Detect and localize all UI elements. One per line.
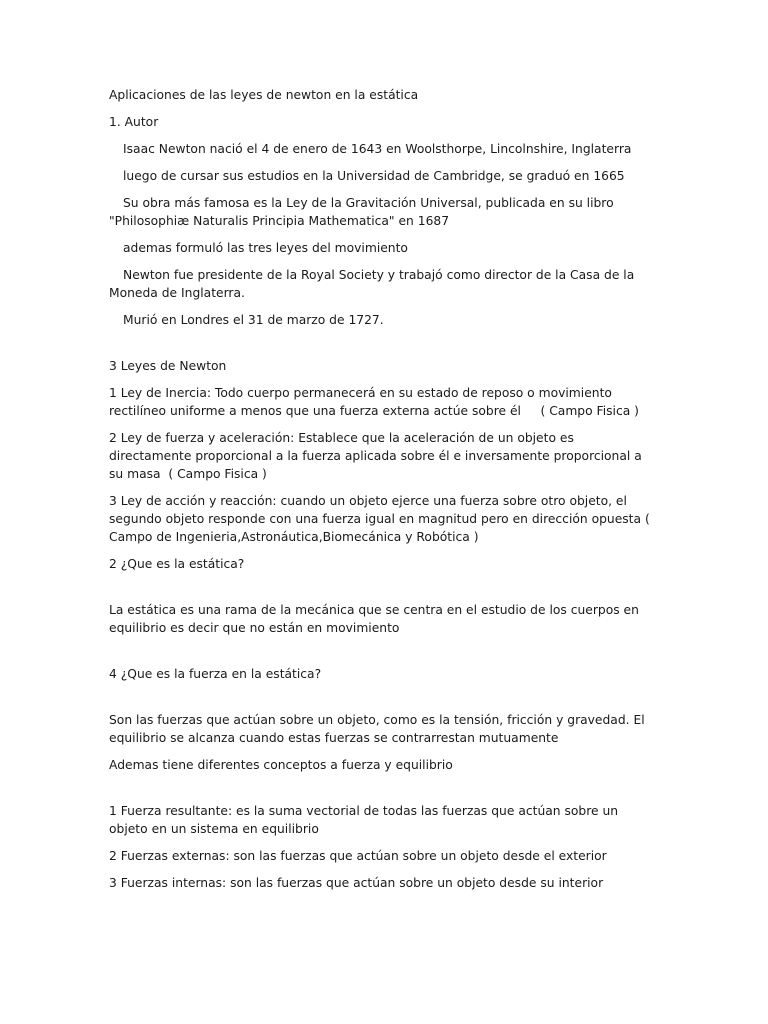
law-item: 1 Ley de Inercia: Todo cuerpo permanecerá en su estado de reposo o movimiento rectilíneo uniforme a menos que una fuerza externa actúe sobre él ( Campo Fisica ) — [109, 386, 639, 418]
statics-paragraph: La estática es una rama de la mecánica que se centra en el estudio de los cuerpos en equilibrio es decir que no están en movimiento — [109, 603, 643, 635]
author-paragraph: luego de cursar sus estudios en la Universidad de Cambridge, se graduó en 1665 — [123, 169, 625, 183]
author-paragraph: Su obra más famosa es la Ley de la Gravitación Universal, publicada en su libro "Philosophiæ Naturalis Principia Mathematica" en 1687 — [109, 196, 618, 228]
author-paragraph: Isaac Newton nació el 4 de enero de 1643 en Woolsthorpe, Lincolnshire, Inglaterra — [123, 142, 632, 156]
document-body — [109, 86, 659, 901]
author-paragraph: Murió en Londres el 31 de marzo de 1727. — [123, 313, 384, 327]
section-heading-laws: 3 Leyes de Newton — [109, 359, 227, 373]
author-paragraph: Newton fue presidente de la Royal Society y trabajó como director de la Casa de la Moneda de Inglaterra. — [109, 268, 639, 300]
law-item: 2 Ley de fuerza y aceleración: Establece que la aceleración de un objeto es directamente proporcional a la fuerza aplicada sobre él e inversamente proporcional a su masa ( Campo Fisica ) — [109, 431, 646, 481]
force-concept-item: 1 Fuerza resultante: es la suma vectorial de todas las fuerzas que actúan sobre un objeto en un sistema en equilibrio — [109, 804, 622, 836]
force-paragraph: Ademas tiene diferentes conceptos a fuerza y equilibrio — [109, 758, 453, 772]
author-paragraph: ademas formuló las tres leyes del movimiento — [123, 241, 408, 255]
section-heading-force: 4 ¿Que es la fuerza en la estática? — [109, 667, 322, 681]
force-concept-item: 2 Fuerzas externas: son las fuerzas que actúan sobre un objeto desde el exterior — [109, 849, 607, 863]
force-concept-item: 3 Fuerzas internas: son las fuerzas que actúan sobre un objeto desde su interior — [109, 876, 604, 890]
law-item: 3 Ley de acción y reacción: cuando un objeto ejerce una fuerza sobre otro objeto, el segundo objeto responde con una fuerza igual en magnitud pero en dirección opuesta ( Campo de Ingenieria,Astronáutica,Biomecánica y Robótica ) — [109, 494, 654, 544]
document-title: Aplicaciones de las leyes de newton en la estática — [109, 88, 419, 102]
section-heading-author: 1. Autor — [109, 115, 159, 129]
force-paragraph: Son las fuerzas que actúan sobre un objeto, como es la tensión, fricción y gravedad. El equilibrio se alcanza cuando estas fuerzas se contrarrestan mutuamente — [109, 713, 649, 745]
section-heading-statics: 2 ¿Que es la estática? — [109, 557, 245, 571]
